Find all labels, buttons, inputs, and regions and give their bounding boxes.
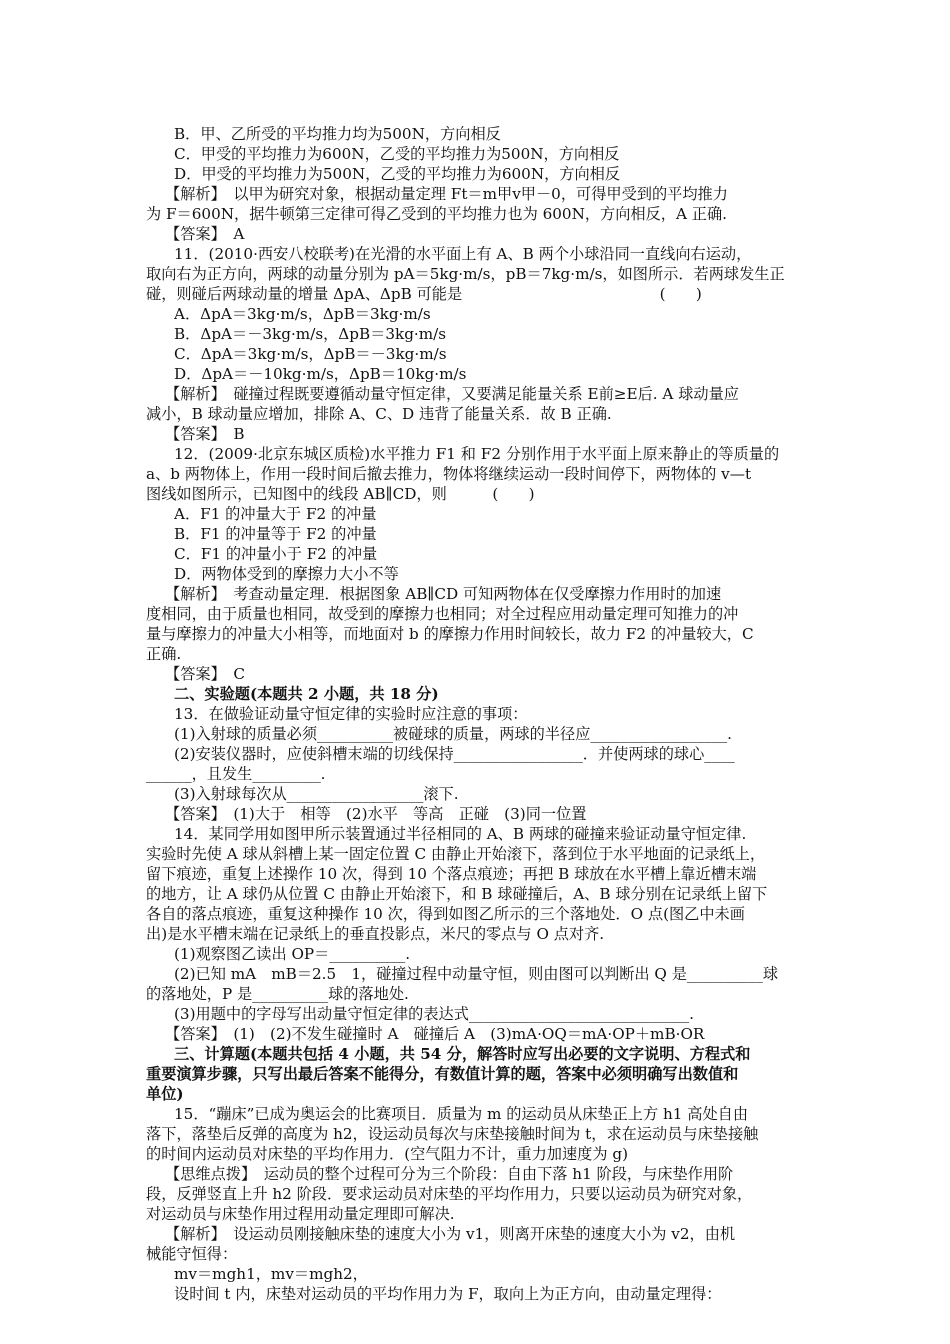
question-text: 实验时先使 A 球从斜槽上某一固定位置 C 由静止开始滚下，落到位于水平地面的记录纸上， [146,845,766,863]
sub-question: 的落地处，P 是__________球的落地处. [146,985,409,1003]
option-b: B．ΔpA＝－3kg·m/s，ΔpB＝3kg·m/s [174,325,447,343]
analysis-text: 【解析】 以甲为研究对象，根据动量定理 Ft＝m甲v甲－0，可得甲受到的平均推力 [165,185,728,203]
sub-question: (1)观察图乙读出 OP＝__________. [174,945,411,963]
analysis-text: 正确. [146,645,182,663]
sub-question: (2)安装仪器时，应使斜槽末端的切线保持_________________．并使两球的球心____ [174,745,735,763]
section-heading: 重要演算步骤，只写出最后答案不能得分，有数值计算的题，答案中必须明确写出数值和 [146,1065,739,1083]
question-11: 11．(2010·西安八校联考)在光滑的水平面上有 A、B 两个小球沿同一直线向右运动， [174,245,752,263]
section-heading: 单位) [146,1085,184,1103]
question-15: 15．“蹦床”已成为奥运会的比赛项目．质量为 m 的运动员从床垫正上方 h1 高处自由 [174,1105,749,1123]
option-a: A．ΔpA＝3kg·m/s，ΔpB＝3kg·m/s [174,305,431,323]
question-text: 出)是水平槽末端在记录纸上的垂直投影点，米尺的零点与 O 点对齐. [146,925,605,943]
analysis-text: 量与摩擦力的冲量大小相等，而地面对 b 的摩擦力作用时间较长，故力 F2 的冲量较大，C [146,625,754,643]
answer-text: 【答案】 (1) (2)不发生碰撞时 A 碰撞后 A (3)mA·OQ＝mA·OP＋mB·OR [165,1025,705,1043]
analysis-text: 【解析】 考查动量定理．根据图象 AB∥CD 可知两物体在仅受摩擦力作用时的加速 [165,585,722,603]
sub-question: (3)入射球每次从__________________滚下. [174,785,459,803]
question-text: 的地方，让 A 球仍从位置 C 由静止开始滚下，和 B 球碰撞后，A、B 球分别在记录纸上留下 [146,885,768,903]
question-text: 各自的落点痕迹，重复这种操作 10 次，得到如图乙所示的三个落地处．O 点(图乙中未画 [146,905,745,923]
option-b: B．F1 的冲量等于 F2 的冲量 [174,525,377,543]
option-d: D．两物体受到的摩擦力大小不等 [174,565,399,583]
answer-text: 【答案】 C [165,665,245,683]
hint-text: 段，反弹竖直上升 h2 阶段．要求运动员对床垫的平均作用力，只要以运动员为研究对象， [146,1185,753,1203]
question-text: 的时间内运动员对床垫的平均作用力．(空气阻力不计，重力加速度为 g) [146,1145,629,1163]
question-text: 碰，则碰后两球动量的增量 ΔpA、ΔpB 可能是 ( ) [146,285,702,303]
analysis-text: 【解析】 设运动员刚接触床垫的速度大小为 v1，则离开床垫的速度大小为 v2，由机 [165,1225,736,1243]
option-d: D．甲受的平均推力为500N，乙受的平均推力为600N，方向相反 [174,165,621,183]
question-text: 落下，落垫后反弹的高度为 h2，设运动员每次与床垫接触时间为 t，求在运动员与床垫接触 [146,1125,759,1143]
hint-text: 对运动员与床垫作用过程用动量定理即可解决. [146,1205,455,1223]
question-text: 图线如图所示，已知图中的线段 AB∥CD，则 ( ) [146,485,535,503]
question-14: 14．某同学用如图甲所示装置通过半径相同的 A、B 两球的碰撞来验证动量守恒定律. [174,825,747,843]
hint-text: 【思维点拨】 运动员的整个过程可分为三个阶段：自由下落 h1 阶段，与床垫作用阶 [165,1165,734,1183]
question-text: 取向右为正方向，两球的动量分别为 pA＝5kg·m/s，pB＝7kg·m/s，如图所示．若两球发生正 [146,265,785,283]
answer-text: 【答案】 A [165,225,245,243]
sub-question: (2)已知 mA mB＝2.5 1，碰撞过程中动量守恒，则由图可以判断出 Q 是__________球 [174,965,779,983]
option-d: D．ΔpA＝－10kg·m/s，ΔpB＝10kg·m/s [174,365,467,383]
analysis-text: 为 F＝600N，据牛顿第三定律可得乙受到的平均推力也为 600N，方向相反，A 正确. [146,205,727,223]
equation: mv＝mgh1，mv＝mgh2， [174,1265,368,1283]
sub-question: (1)入射球的质量必须__________被碰球的质量，两球的半径应__________________. [174,725,732,743]
option-b: B．甲、乙所受的平均推力均为500N，方向相反 [174,125,501,143]
analysis-text: 【解析】 碰撞过程既要遵循动量守恒定律，又要满足能量关系 E前≥E后. A 球动量应 [165,385,739,403]
section-heading: 三、计算题(本题共包括 4 小题，共 54 分，解答时应写出必要的文字说明、方程式和 [174,1045,751,1063]
answer-text: 【答案】 B [165,425,245,443]
question-text: 留下痕迹，重复上述操作 10 次，得到 10 个落点痕迹；再把 B 球放在水平槽上靠近槽末端 [146,865,757,883]
sub-question: (3)用题中的字母写出动量守恒定律的表达式_____________________________. [174,1005,694,1023]
answer-text: 【答案】 (1)大于 相等 (2)水平 等高 正碰 (3)同一位置 [165,805,587,823]
analysis-text: 度相同，由于质量也相同，故受到的摩擦力也相同；对全过程应用动量定理可知推力的冲 [146,605,739,623]
question-12: 12．(2009·北京东城区质检)水平推力 F1 和 F2 分别作用于水平面上原来静止的等质量的 [174,445,780,463]
analysis-text: 设时间 t 内，床垫对运动员的平均作用力为 F，取向上为正方向，由动量定理得： [174,1285,722,1303]
question-text: a、b 两物体上，作用一段时间后撤去推力，物体将继续运动一段时间停下，两物体的 v—t [146,465,752,483]
option-a: A．F1 的冲量大于 F2 的冲量 [174,505,377,523]
analysis-text: 械能守恒得： [146,1245,238,1263]
question-13: 13．在做验证动量守恒定律的实验时应注意的事项： [174,705,528,723]
option-c: C．ΔpA＝3kg·m/s，ΔpB＝－3kg·m/s [174,345,447,363]
section-heading: 二、实验题(本题共 2 小题，共 18 分) [174,685,439,703]
sub-question: ______，且发生_________. [146,765,326,783]
analysis-text: 减小，B 球动量应增加，排除 A、C、D 违背了能量关系．故 B 正确. [146,405,612,423]
option-c: C．F1 的冲量小于 F2 的冲量 [174,545,378,563]
option-c: C．甲受的平均推力为600N，乙受的平均推力为500N，方向相反 [174,145,620,163]
